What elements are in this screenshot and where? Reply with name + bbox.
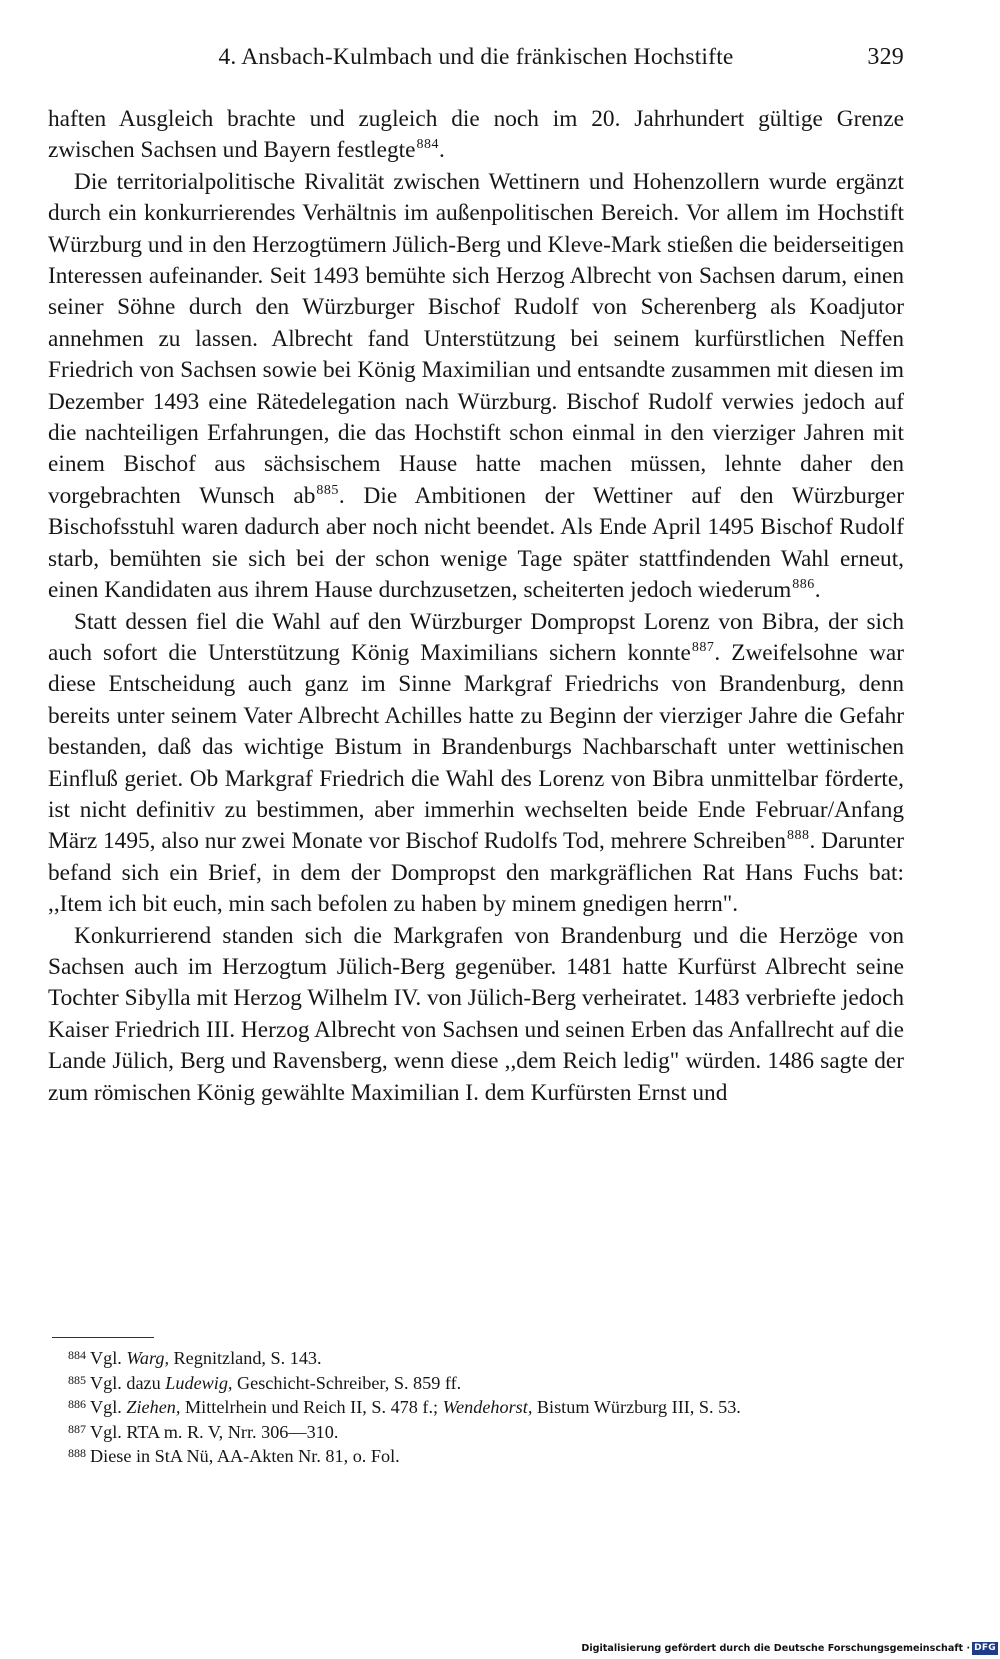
text-run: haften Ausgleich brachte und zugleich die noch im 20. Jahrhundert gültige Grenze zwischen Sachsen und Bayern festlegte xyxy=(48,106,904,164)
footnote-ref-887[interactable]: 887 xyxy=(691,639,715,655)
text-run: . Die Ambitionen der Wettiner auf den Würzburger Bischofsstuhl waren dadurch aber noch nicht beendet. Als Ende April 1495 Bischof Rudolf starb, bemühten sie sich bei der schon wenige Tage später stattfindenden Wahl erneut, einen Kandidaten aus ihrem Hause durchzusetzen, scheiterten jedoch wiederum xyxy=(48,482,904,604)
text-run: . xyxy=(438,137,445,164)
footnotes xyxy=(68,1346,918,1469)
footnote-author: Ludewig, xyxy=(165,1372,233,1393)
footnote-author: Ziehen, xyxy=(126,1397,181,1418)
paragraph-2 xyxy=(48,167,904,607)
text-run: Konkurrierend standen sich die Markgrafen von Brandenburg und die Herzöge von Sachsen auch im Herzogtum Jülich-Berg gegenüber. 1481 hatte Kurfürst Albrecht seine Tochter Sibylla mit Herzog Wilhelm IV. von Jülich-Berg verheiratet. 1483 verbriefte jedoch Kaiser Friedrich III. Herzog Albrecht von Sachsen und seinen Erben das Anfallrecht auf die Lande Jülich, Berg und Ravensberg, wenn diese ,,dem Reich ledig" würden. 1486 sagte der zum römischen König gewählte Maximilian I. dem Kurfürsten Ernst und xyxy=(48,922,904,1106)
text-run: . xyxy=(814,577,821,604)
paragraph-4 xyxy=(48,921,904,1109)
footnote-text: Vgl. dazu xyxy=(90,1372,166,1393)
page-number: 329 xyxy=(867,44,904,70)
footnote-886 xyxy=(68,1395,918,1420)
footnote-text: Geschicht-Schreiber, S. 859 ff. xyxy=(232,1372,462,1393)
footnote-text: Diese in StA Nü, AA-Akten Nr. 81, o. Fol. xyxy=(90,1446,400,1467)
footnote-text: Mittelrhein und Reich II, S. 478 f.; xyxy=(180,1397,443,1418)
footnote-author: Warg, xyxy=(126,1348,169,1368)
footnote-884 xyxy=(68,1346,918,1371)
footnote-number: 887 xyxy=(68,1421,86,1436)
paragraph-1 xyxy=(48,104,904,167)
footnote-text: Vgl. xyxy=(90,1348,127,1368)
footnote-divider xyxy=(52,1337,154,1338)
footnote-ref-884[interactable]: 884 xyxy=(416,137,439,153)
digitization-credit xyxy=(581,1640,998,1656)
text-run: Statt dessen fiel die Wahl auf den Würzburger Dompropst Lorenz von Bibra, der sich auch sofort die Unterstützung König Maximilians sichern konnte xyxy=(48,608,904,666)
body-text xyxy=(48,104,904,1109)
footnote-number: 886 xyxy=(68,1397,86,1412)
footnote-888 xyxy=(68,1444,918,1469)
text-run: . Darunter befand sich ein Brief, in dem der Dompropst den markgräflichen Rat Hans Fuchs bat: ,,Item ich bit euch, min sach befolen zu haben by minem gnedigen herrn". xyxy=(48,828,904,918)
credit-text: Digitalisierung gefördert durch die Deutsche Forschungsgemeinschaft · xyxy=(581,1642,971,1654)
footnote-author: Wendehorst, xyxy=(442,1397,533,1418)
footnote-ref-886[interactable]: 886 xyxy=(792,577,815,593)
footnote-text: Regnitzland, S. 143. xyxy=(169,1348,322,1368)
footnote-text: Vgl. xyxy=(90,1397,127,1418)
footnote-887 xyxy=(68,1420,918,1445)
text-run: . Zweifelsohne war diese Entscheidung auch ganz im Sinne Markgraf Friedrichs von Brandenburg, denn bereits unter seinem Vater Albrecht Achilles hatte zu Beginn der vierziger Jahre die Gefahr bestanden, daß das wichtige Bistum in Brandenburgs Nachbarschaft unter wettinischen Einfluß geriet. Ob Markgraf Friedrich die Wahl des Lorenz von Bibra unmittelbar förderte, ist nicht definitiv zu bestimmen, aber immerhin wechselten beide Ende Februar/Anfang März 1495, also nur zwei Monate vor Bischof Rudolfs Tod, mehrere Schreiben xyxy=(48,639,905,855)
footnote-number: 885 xyxy=(68,1372,86,1387)
page-header xyxy=(48,44,904,76)
footnote-text: Vgl. RTA m. R. V, Nrr. 306—310. xyxy=(90,1421,339,1442)
text-run: Die territorialpolitische Rivalität zwischen Wettinern und Hohenzollern wurde ergänzt durch ein konkurrierendes Verhältnis im außenpolitischen Bereich. Vor allem im Hochstift Würzburg und in den Herzogtümern Jülich-Berg und Kleve-Mark stießen die beiderseitigen Interessen aufeinander. Seit 1493 bemühte sich Herzog Albrecht von Sachsen darum, einen seiner Söhne durch den Würzburger Bischof Rudolf von Scherenberg als Koadjutor annehmen zu lassen. Albrecht fand Unterstützung bei seinem kurfürstlichen Neffen Friedrich von Sachsen sowie bei König Maximilian und entsandte zusammen mit diesen im Dezember 1493 eine Rätedelegation nach Würzburg. Bischof Rudolf verwies jedoch auf die nachteiligen Erfahrungen, die das Hochstift schon einmal in den vierziger Jahren mit einem Bischof aus sächsischem Hause hatte machen müssen, lehnte daher den vorgebrachten Wunsch ab xyxy=(48,168,904,509)
footnote-number: 884 xyxy=(68,1348,86,1362)
footnote-ref-885[interactable]: 885 xyxy=(316,482,339,498)
footnote-number: 888 xyxy=(68,1446,86,1461)
footnote-885 xyxy=(68,1371,918,1396)
paragraph-3 xyxy=(48,607,904,921)
dfg-logo[interactable]: DFG xyxy=(974,1642,996,1653)
footnote-ref-888[interactable]: 888 xyxy=(787,828,810,844)
running-head: 4. Ansbach-Kulmbach und die fränkischen Hochstifte xyxy=(218,44,734,70)
footnote-text: Bistum Würzburg III, S. 53. xyxy=(532,1397,741,1418)
